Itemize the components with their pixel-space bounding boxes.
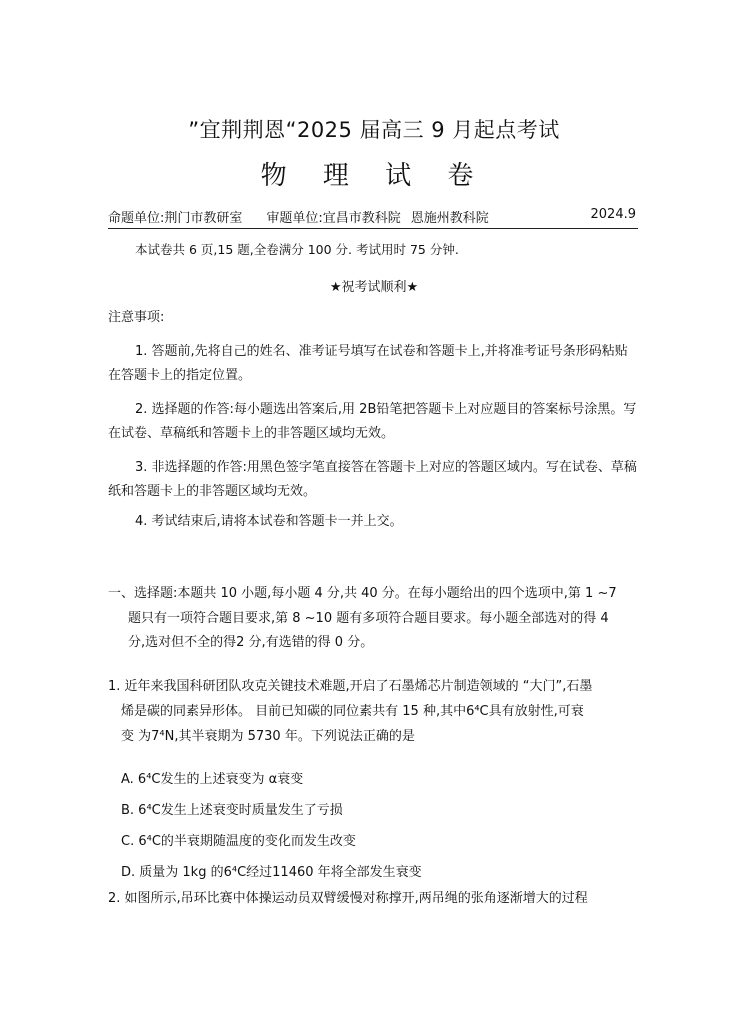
question-line: 变 为7⁴N,其半衰期为 5730 年。下列说法正确的是 <box>121 729 415 744</box>
proposer-unit: 命题单位:荆门市教研室 <box>108 211 243 226</box>
option-c: C. 6⁴C的半衰期随温度的变化而发生改变 <box>121 834 356 849</box>
option-d: D. 质量为 1kg 的6⁴C经过11460 年将全部发生衰变 <box>121 865 422 880</box>
option-b: B. 6⁴C发生上述衰变时质量发生了亏损 <box>121 803 343 818</box>
section-line: 题只有一项符合题目要求,第 8 ~10 题有多项符合题目要求。每小题全部选对的得 4 <box>128 610 609 626</box>
exam-title: ”宜荆荆恩“2025 届高三 9 月起点考试 <box>188 118 560 142</box>
notice-item-3: 3. 非选择题的作答:用黑色签字笔直接答在答题卡上对应的答题区域内。写在试卷、草稿纸和答题卡上的非答题区域均无效。 <box>108 460 637 499</box>
section-1-instructions <box>108 582 640 656</box>
question-1 <box>108 674 640 749</box>
good-luck-line: ★祝考试顺利★ <box>329 280 419 295</box>
option-a: A. 6⁴C发生的上述衰变为 α衰变 <box>121 772 304 787</box>
subject-title: 物 理 试 卷 <box>260 161 488 191</box>
notice-item-1: 1. 答题前,先将自己的姓名、准考证号填写在试卷和答题卡上,并将准考证号条形码粘贴在答题卡上的指定位置。 <box>108 344 628 383</box>
authoring-units <box>108 207 638 229</box>
reviewer-unit-2: 恩施州教科院 <box>410 211 489 226</box>
exam-date: 2024.9 <box>590 207 636 222</box>
notice-item-2: 2. 选择题的作答:每小题选出答案后,用 2B铅笔把答题卡上对应题目的答案标号涂黑。写在试卷、草稿纸和答题卡上的非答题区域均无效。 <box>108 402 637 441</box>
section-line: 分,选对但不全的得2 分,有选错的得 0 分。 <box>128 635 374 650</box>
section-line: 一、选择题:本题共 10 小题,每小题 4 分,共 40 分。在每小题给出的四个选项中,第 1 ~7 <box>108 586 617 601</box>
question-2: 2. 如图所示,吊环比赛中体操运动员双臂缓慢对称撑开,两吊绳的张角逐渐增大的过程 <box>108 891 588 906</box>
reviewer-unit: 审题单位:宜昌市教科院 <box>266 211 401 226</box>
notice-title: 注意事项: <box>108 310 165 325</box>
notice-item-4: 4. 考试结束后,请将本试卷和答题卡一并上交。 <box>135 514 403 529</box>
paper-intro: 本试卷共 6 页,15 题,全卷满分 100 分. 考试用时 75 分钟. <box>135 242 459 257</box>
question-line: 烯是碳的同素异形体。 目前已知碳的同位素共有 15 种,其中6⁴C具有放射性,可衰 <box>121 704 584 719</box>
question-line: 1. 近年来我国科研团队攻克关键技术难题,开启了石墨烯芯片制造领域的 “大门”,石墨 <box>108 679 593 694</box>
